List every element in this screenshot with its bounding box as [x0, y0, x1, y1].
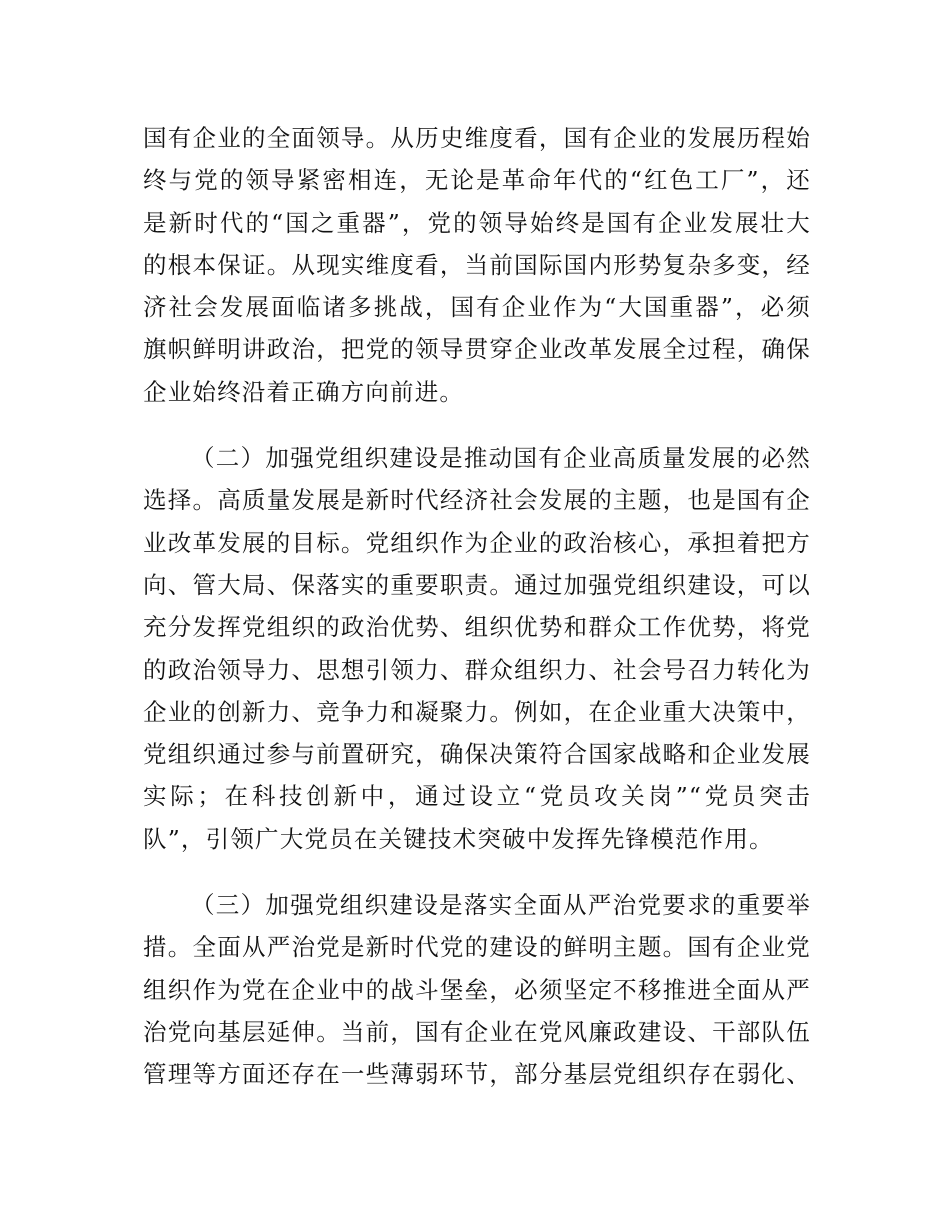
text-line: 措。全面从严治党是新时代党的建设的鲜明主题。国有企业党 [143, 933, 811, 962]
paragraph-gap [143, 860, 811, 884]
paragraph-2 [143, 437, 811, 860]
paragraph-3 [143, 884, 811, 1095]
text-line: 国有企业的全面领导。从历史维度看，国有企业的发展历程始 [143, 124, 811, 152]
text-line: 党组织通过参与前置研究，确保决策符合国家战略和企业发展 [143, 740, 811, 769]
text-line: 管理等方面还存在一些薄弱环节，部分基层党组织存在弱化、 [143, 1060, 811, 1089]
text-line: 队”，引领广大党员在关键技术突破中发挥先锋模范作用。 [143, 824, 774, 853]
text-line: 实际；在科技创新中，通过设立“党员攻关岗”“党员突击 [143, 782, 811, 811]
text-line: （二）加强党组织建设是推动国有企业高质量发展的必然 [191, 444, 811, 473]
text-line: 向、管大局、保落实的重要职责。通过加强党组织建设，可以 [143, 570, 811, 599]
text-line: 是新时代的“国之重器”，党的领导始终是国有企业发展壮大 [143, 208, 811, 237]
text-line: 终与党的领导紧密相连，无论是革命年代的“红色工厂”，还 [143, 166, 811, 195]
text-line: 企业的创新力、竞争力和凝聚力。例如，在企业重大决策中， [143, 697, 811, 726]
text-line: 充分发挥党组织的政治优势、组织优势和群众工作优势，将党 [143, 613, 811, 642]
document-body [143, 117, 811, 1096]
text-line: 选择。高质量发展是新时代经济社会发展的主题，也是国有企 [143, 486, 811, 515]
text-line: 旗帜鲜明讲政治，把党的领导贯穿企业改革发展全过程，确保 [143, 335, 811, 364]
text-line: 治党向基层延伸。当前，国有企业在党风廉政建设、干部队伍 [143, 1017, 811, 1046]
text-line: 济社会发展面临诸多挑战，国有企业作为“大国重器”，必须 [143, 293, 811, 322]
paragraph-gap [143, 413, 811, 437]
paragraph-1 [143, 117, 811, 413]
text-line: 业改革发展的目标。党组织作为企业的政治核心，承担着把方 [143, 528, 811, 557]
text-line: 的政治领导力、思想引领力、群众组织力、社会号召力转化为 [143, 655, 811, 684]
text-line: 的根本保证。从现实维度看，当前国际国内形势复杂多变，经 [143, 250, 811, 279]
text-line: 组织作为党在企业中的战斗堡垒，必须坚定不移推进全面从严 [143, 975, 811, 1004]
text-line: （三）加强党组织建设是落实全面从严治党要求的重要举 [191, 891, 811, 920]
text-line: 企业始终沿着正确方向前进。 [143, 377, 465, 406]
